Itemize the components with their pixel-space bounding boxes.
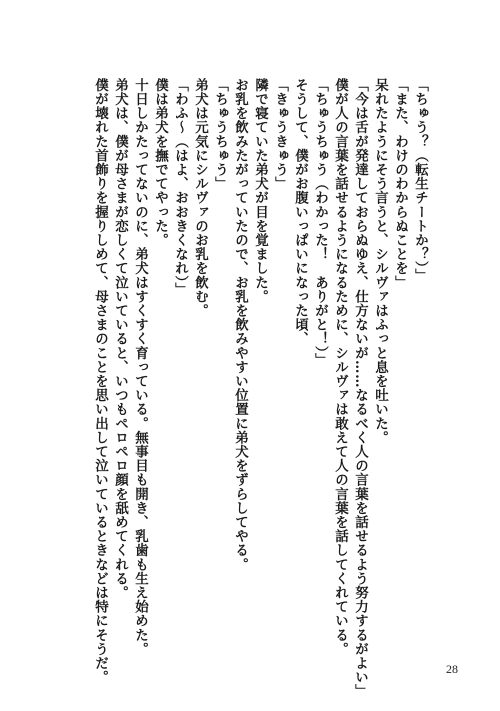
page-number: 28 (446, 662, 458, 676)
text-line: 「今は舌が発達しておらぬゆえ、仕方ないが……なるべく人の言葉を話せるよう努力するがよい」 (352, 78, 368, 699)
text-line: 「ちゅう？（転生チートか？）」 (412, 78, 428, 283)
text-line: 「また、わけのわからぬことを」 (392, 78, 408, 290)
text-line: 弟犬は元気にシルヴァのお乳を飲む。 (192, 78, 208, 318)
text-line: 僕は弟犬を撫でてやった。 (152, 78, 168, 248)
text-line: 弟犬は、僕が母さまが恋しくて泣いていると、いつもペロペロ顔を舐めてくれる。 (112, 78, 128, 600)
text-line: 僕が人の言葉を話せるようになるために、シルヴァは敢えて人の言葉を話してくれている。 (332, 78, 348, 657)
text-line: 隣で寝ていた弟犬が目を覚ました。 (252, 78, 268, 304)
text-line: 「きゅうきゅう」 (272, 78, 288, 191)
text-line: 「ちゅうちゅう」 (212, 78, 228, 191)
text-line: 「わふ～（はよ、おおきくなれ）」 (172, 78, 188, 297)
text-line: お乳を飲みたがっていたので、お乳を飲みやすい位置に弟犬をずらしてやる。 (232, 78, 248, 572)
text-line: 僕が壊れた首飾りを握りしめて、母さまのことを思い出して泣いているときなどは特にそうだ。 (92, 78, 108, 685)
text-line: そうして、僕がお腹いっぱいになった頃、 (292, 78, 308, 346)
text-line: 呆れたようにそう言うと、シルヴァはふっと息を吐いた。 (372, 78, 388, 445)
vertical-text-block (90, 78, 430, 699)
text-line: 「ちゅうちゅう（わかった！ ありがと！）」 (312, 78, 328, 368)
text-line: 十日しかたってないのに、弟犬はすくすく育っている。無事目も開き、乳歯も生え始めた。 (132, 78, 148, 657)
